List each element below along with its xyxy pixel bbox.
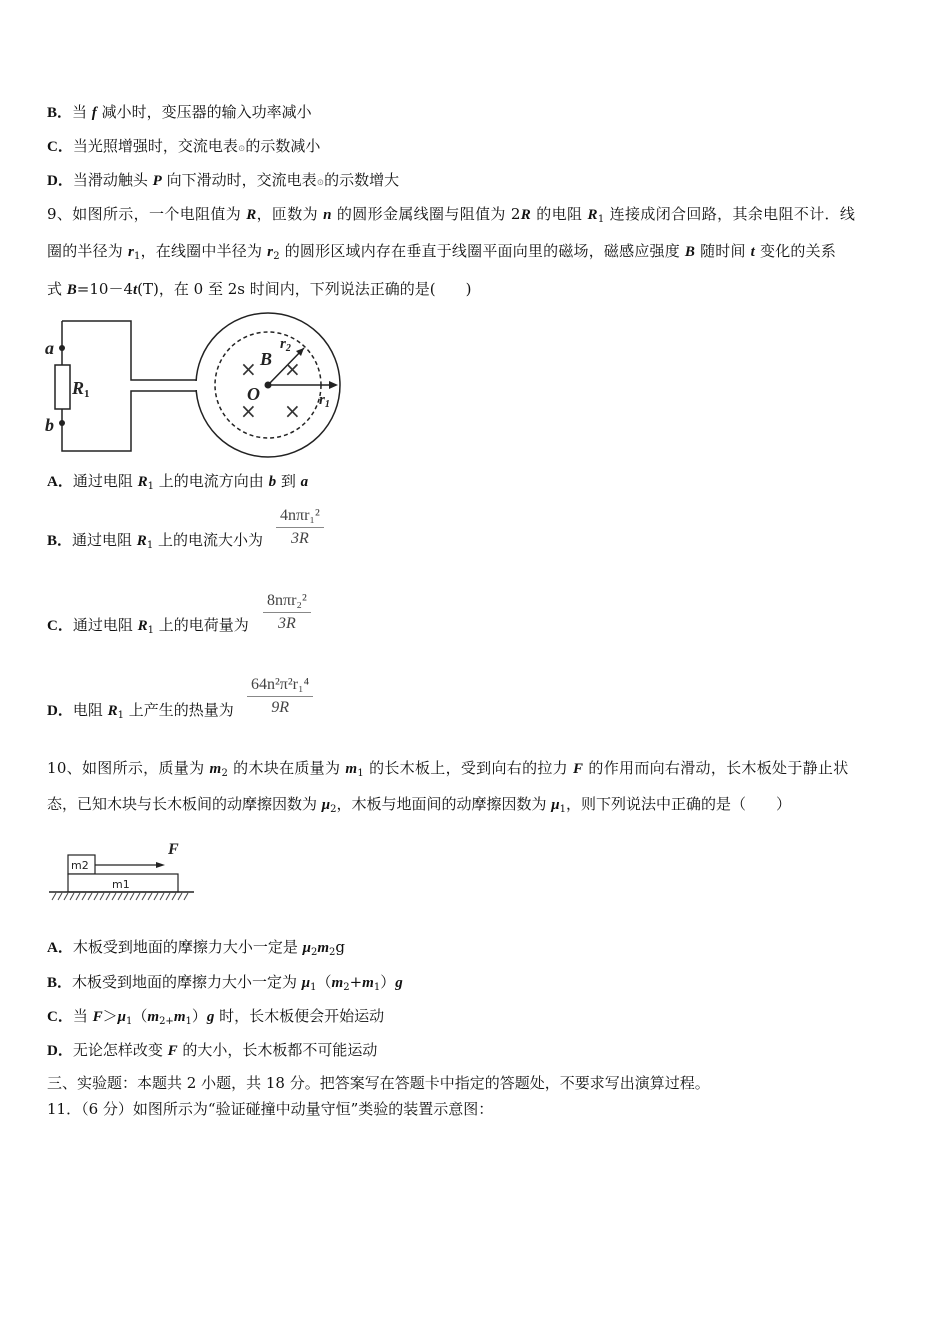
text-segment: 通过电阻 <box>72 531 137 549</box>
q10-stem-line2 <box>47 794 791 820</box>
text-segment: 无论怎样改变 <box>72 1041 168 1059</box>
text-segment: P <box>152 173 162 189</box>
text-segment: F <box>92 1009 103 1025</box>
q9-stem-line1 <box>47 204 855 230</box>
text-segment: 三、实验题：本题共 2 小题，共 18 分。把答案写在答题卡中指定的答题处，不要求写出演算过程。 <box>47 1074 710 1092</box>
text-segment: f <box>91 105 97 121</box>
text-segment: n <box>323 207 332 223</box>
label-r2-radius: $r_2$ <box>280 336 291 354</box>
text-segment: C． <box>47 618 73 634</box>
cross-mark: × <box>240 399 257 423</box>
text-segment: m <box>209 761 222 777</box>
text-segment: R <box>136 533 147 549</box>
text-segment: 的电阻 <box>531 205 588 223</box>
text-segment: R <box>137 474 148 490</box>
text-segment: 木板受到地面的摩擦力大小一定是 <box>72 938 303 956</box>
text-segment: m <box>173 1009 186 1025</box>
cross-mark: × <box>240 357 257 381</box>
q9-option-b-fraction <box>276 507 324 548</box>
text-segment: 电阻 <box>72 701 108 719</box>
text-segment: ，木板与地面间的动摩擦因数为 <box>336 795 552 813</box>
text-segment: 减小时，变压器的输入功率减小 <box>96 103 312 121</box>
text-segment: 1 <box>147 625 155 636</box>
text-segment: 式 <box>47 280 67 298</box>
text-segment: + <box>349 973 363 991</box>
text-segment: B． <box>47 105 73 121</box>
text-segment: μ <box>551 797 560 813</box>
text-segment: 连接成闭合回路，其余电阻不计．线 <box>604 205 856 223</box>
text-segment: 上的电流方向由 <box>154 472 269 490</box>
text-segment: （ <box>316 973 332 991</box>
text-segment: a <box>300 474 309 490</box>
text-segment: t <box>133 282 138 298</box>
text-segment: r <box>267 244 274 260</box>
fraction-denominator: 9R <box>271 699 289 716</box>
text-segment: 的示数增大 <box>324 171 400 189</box>
ammeter-icon: ⊙ <box>316 178 325 188</box>
label-m1: m1 <box>112 878 130 891</box>
q10-option-c <box>47 1006 384 1032</box>
text-segment: C． <box>47 1009 73 1025</box>
text-segment: ，匝数为 <box>256 205 324 223</box>
text-segment: m <box>362 975 374 991</box>
text-segment: 变化的关系 <box>755 242 837 260</box>
fraction-numerator: 64n²π²r₁⁴ <box>247 676 313 697</box>
text-segment: 2 <box>310 947 318 958</box>
text-segment: ，在线圈中半径为 <box>140 242 268 260</box>
text-segment: A． <box>47 474 73 490</box>
q10-block-figure <box>44 838 204 908</box>
fraction-numerator: 4nπr₁² <box>276 507 324 528</box>
text-segment: F <box>573 761 584 777</box>
text-segment: 1 <box>134 251 141 262</box>
text-segment: 的圆形金属线圈与阻值为 2 <box>331 205 521 223</box>
q8-option-c <box>47 136 320 159</box>
text-segment: 圈的半径为 <box>47 242 128 260</box>
text-segment: B <box>66 282 77 298</box>
text-segment: r <box>127 244 135 260</box>
section-3-heading <box>47 1073 710 1093</box>
text-segment: 的大小，长木板都不可能运动 <box>177 1041 378 1059</box>
text-segment: t <box>750 244 756 260</box>
text-segment: 当滑动触头 <box>72 171 153 189</box>
q11-stem <box>47 1099 493 1119</box>
terminal-b-dot <box>59 420 65 426</box>
text-segment: 当光照增强时，交流电表 <box>72 137 238 155</box>
text-segment: D． <box>47 703 73 719</box>
text-segment: g <box>395 975 403 991</box>
text-segment: m <box>317 940 330 956</box>
text-segment: C． <box>47 139 73 155</box>
q10-stem-line1 <box>47 758 849 784</box>
cross-mark: × <box>284 399 301 423</box>
q9-option-b <box>47 530 263 556</box>
text-segment: b <box>268 474 277 490</box>
text-segment: 态，已知木块与长木板间的动摩擦因数为 <box>47 795 322 813</box>
q9-option-c-fraction <box>263 592 311 633</box>
text-segment: ，则下列说法中正确的是（ ） <box>566 795 792 813</box>
text-segment: R <box>246 207 257 223</box>
text-segment: 的作用而向右滑动，长木板处于静止状 <box>583 759 849 777</box>
label-m2: m2 <box>71 859 89 872</box>
text-segment: D． <box>47 1043 73 1059</box>
text-segment: 当 <box>72 103 92 121</box>
text-segment: 2 <box>273 251 280 262</box>
fraction-denominator: 3R <box>291 530 309 547</box>
q10-option-d <box>47 1040 377 1061</box>
text-segment: 2 <box>221 768 229 779</box>
text-segment: R <box>520 207 532 223</box>
label-b: b <box>45 415 54 435</box>
text-segment: =10－4 <box>76 280 133 298</box>
force-arrowhead <box>156 862 165 868</box>
label-b-field: B <box>260 349 273 369</box>
q9-option-c <box>47 615 249 641</box>
text-segment: B． <box>47 975 73 991</box>
text-segment: 上的电荷量为 <box>154 616 249 634</box>
label-f: F <box>168 841 179 858</box>
text-segment: 的木块在质量为 <box>228 759 346 777</box>
text-segment: μ <box>117 1009 126 1025</box>
text-segment: 通过电阻 <box>72 616 138 634</box>
text-segment: 的圆形区域内存在垂直于线圈平面向里的磁场，磁感应强度 <box>279 242 685 260</box>
text-segment: m <box>331 975 344 991</box>
q9-stem-line2 <box>47 241 836 267</box>
label-r1-radius: $r_1$ <box>319 392 330 410</box>
cross-mark: × <box>284 357 301 381</box>
text-segment: 到 <box>276 472 301 490</box>
ground-hatch <box>52 893 188 900</box>
text-segment: 9、如图所示，一个电阻值为 <box>47 205 247 223</box>
text-segment: 1 <box>126 1016 133 1027</box>
center-o-dot <box>265 382 272 389</box>
ammeter-icon: ⊙ <box>237 144 246 154</box>
terminal-a-dot <box>59 345 65 351</box>
text-segment: μ <box>321 797 331 813</box>
text-segment: ） <box>191 1007 207 1025</box>
text-segment: 1 <box>597 214 605 225</box>
text-segment: R <box>137 618 148 634</box>
text-segment: A． <box>47 940 73 956</box>
text-segment: 2+ <box>159 1016 174 1027</box>
text-segment: 10、如图所示，质量为 <box>47 759 210 777</box>
q9-option-d <box>47 700 234 726</box>
text-segment: 随时间 <box>695 242 751 260</box>
text-segment: 的长木板上，受到向右的拉力 <box>364 759 574 777</box>
text-segment: 2 <box>329 947 336 958</box>
q10-option-a <box>47 937 345 963</box>
fraction-denominator: 3R <box>278 615 296 632</box>
text-segment: m <box>147 1009 160 1025</box>
text-segment: m <box>345 761 358 777</box>
text-segment: R <box>107 703 118 719</box>
text-segment: B． <box>47 533 73 549</box>
q8-option-b <box>47 102 312 123</box>
label-r1-resistor: R1 <box>72 378 90 400</box>
text-segment: g <box>335 938 345 956</box>
text-segment: 1 <box>310 982 317 993</box>
label-o: O <box>247 384 260 404</box>
text-segment: 1 <box>357 768 364 779</box>
text-segment: 1 <box>147 481 155 492</box>
q9-circuit-figure <box>40 310 360 460</box>
text-segment: 木板受到地面的摩擦力大小一定为 <box>72 973 302 991</box>
text-segment: 1 <box>559 804 566 815</box>
text-segment: 11．（6 分）如图所示为“验证碰撞中动量守恒”类验的装置示意图： <box>47 1100 494 1118</box>
text-segment: (T)，在 0 至 2s 时间内，下列说法正确的是( ) <box>137 280 472 298</box>
text-segment: R <box>587 207 598 223</box>
text-segment: B <box>684 244 696 260</box>
text-segment: 通过电阻 <box>72 472 138 490</box>
text-segment: 当 <box>72 1007 93 1025</box>
q9-option-d-fraction <box>247 676 313 717</box>
text-segment: g <box>206 1009 215 1025</box>
text-segment: μ <box>301 975 311 991</box>
text-segment: （ <box>132 1007 148 1025</box>
fraction-numerator: 8nπr₂² <box>263 592 311 613</box>
q10-option-b <box>47 972 403 998</box>
text-segment: 1 <box>117 710 125 721</box>
text-segment: 上产生的热量为 <box>124 701 234 719</box>
text-segment: 向下滑动时，交流电表 <box>161 171 317 189</box>
q9-stem-line3 <box>47 279 471 300</box>
q9-option-a <box>47 471 308 497</box>
q8-option-d <box>47 170 399 193</box>
text-segment: ） <box>380 973 396 991</box>
text-segment: ＞ <box>102 1007 118 1025</box>
text-segment: F <box>167 1043 178 1059</box>
text-segment: 2 <box>343 982 350 993</box>
text-segment: 2 <box>330 804 337 815</box>
text-segment: D． <box>47 173 73 189</box>
text-segment: 的示数减小 <box>245 137 321 155</box>
text-segment: μ <box>302 940 311 956</box>
text-segment: 1 <box>373 982 381 993</box>
text-segment: 1 <box>146 540 154 551</box>
text-segment: 上的电流大小为 <box>153 531 263 549</box>
text-segment: 时，长木板便会开始运动 <box>214 1007 385 1025</box>
label-a: a <box>45 338 54 358</box>
text-segment: 1 <box>185 1016 192 1027</box>
r1-arrowhead <box>329 381 338 389</box>
